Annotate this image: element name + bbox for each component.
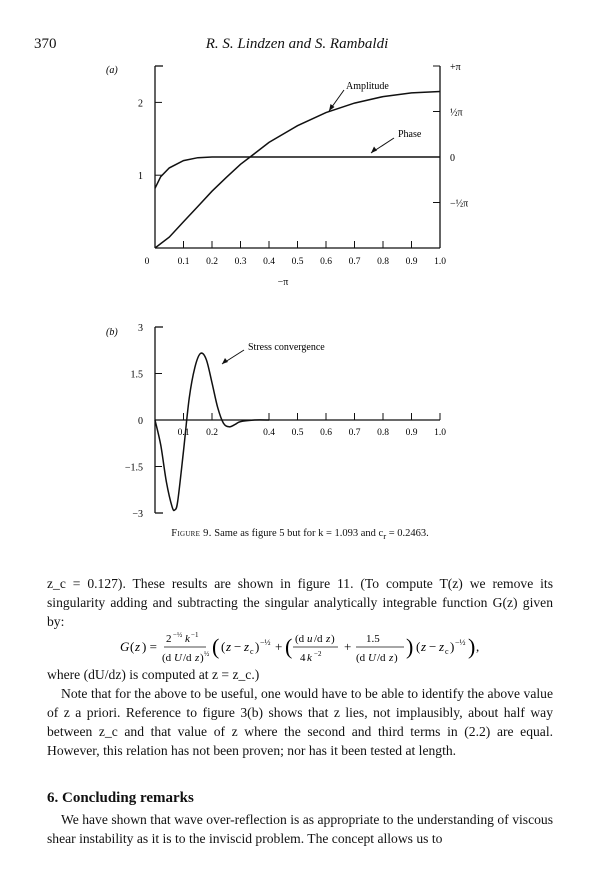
- running-head: R. S. Lindzen and S. Rambaldi: [205, 36, 389, 52]
- svg-text:−½: −½: [260, 638, 271, 647]
- phase-label: Phase: [398, 129, 422, 140]
- svg-text:U: U: [174, 652, 182, 664]
- caption-sub: r: [383, 531, 387, 542]
- x-tick-label: 0.4: [263, 428, 275, 438]
- caption-prefix: Figure 9.: [171, 528, 212, 539]
- x-tick-label: 0: [144, 257, 150, 267]
- svg-text:G: G: [120, 639, 130, 654]
- x-tick-label: 0.6: [320, 428, 332, 438]
- caption-text: Same as figure 5 but for k = 1.093 and c: [214, 528, 384, 539]
- y-tick-label: 0: [138, 416, 143, 427]
- x-tick-label: 0.2: [206, 428, 218, 438]
- paragraph-2: where (dU/dz) is computed at z = z_c.): [47, 667, 260, 682]
- svg-text:−: −: [234, 639, 242, 654]
- svg-text:1.5: 1.5: [366, 633, 380, 645]
- svg-text:(: (: [212, 634, 220, 659]
- svg-text:): ): [331, 633, 335, 645]
- svg-text:(: (: [285, 634, 293, 659]
- equation-g-of-z: [120, 626, 560, 668]
- x-tick-label: 0.9: [405, 257, 418, 267]
- x-tick-label: 0.9: [405, 428, 418, 438]
- svg-text:): ): [468, 634, 476, 659]
- svg-text:z: z: [439, 639, 445, 654]
- x-tick-label: 0.3: [234, 257, 247, 267]
- svg-text:−½: −½: [173, 631, 183, 639]
- stress-label: Stress convergence: [248, 342, 325, 353]
- x-tick-label: 1.0: [434, 257, 446, 267]
- svg-text:+: +: [344, 639, 352, 654]
- svg-text:k: k: [185, 633, 190, 645]
- svg-text:): ): [200, 652, 204, 664]
- svg-text:c: c: [250, 647, 254, 656]
- x-tick-label: 0.1: [177, 257, 190, 267]
- panel-a: [106, 62, 468, 288]
- svg-text:): ): [406, 634, 414, 659]
- svg-text:u: u: [307, 633, 313, 645]
- x-tick-label: 0.4: [263, 257, 275, 267]
- phase-curve: [155, 157, 440, 188]
- svg-text:4: 4: [300, 652, 306, 664]
- svg-text:z: z: [195, 652, 200, 664]
- x-tick-label: 0.2: [206, 257, 218, 267]
- svg-text:/d: /d: [183, 652, 192, 664]
- svg-text:): ): [255, 639, 260, 654]
- y-tick-label: −3: [132, 509, 143, 520]
- svg-text:2: 2: [166, 633, 172, 645]
- svg-text:c: c: [445, 647, 449, 656]
- y-right-tick-label: 0: [450, 153, 455, 164]
- svg-text:(: (: [416, 639, 421, 654]
- svg-text:(d: (d: [356, 652, 366, 664]
- svg-text:U: U: [368, 652, 376, 664]
- phase-arrowhead: [371, 147, 377, 154]
- paragraph-4: We have shown that wave over-reflection is as appropriate to the understanding of viscous shear instability as it is to the inviscid problem. The concept allows us to: [47, 812, 553, 846]
- x-tick-label: 0.5: [291, 257, 304, 267]
- svg-text:z: z: [389, 652, 394, 664]
- svg-text:(d: (d: [295, 633, 305, 645]
- y-tick-label: 1.5: [130, 369, 143, 381]
- x-tick-label: 0.5: [291, 428, 304, 438]
- svg-text:/d: /d: [377, 652, 386, 664]
- paragraph-3: Note that for the above to be useful, one would have to be able to identify the above value of z a priori. Reference to figure 3(b) shows that z lies, not implausibly, about half way between z_c and that value of z where the second and third terms in (2.2) are equal. However, this relation has not been proven; nor has it been tested at length.: [47, 686, 553, 758]
- svg-text:(d: (d: [162, 652, 172, 664]
- svg-text:−1: −1: [191, 631, 199, 639]
- svg-text:) =: ) =: [142, 639, 157, 654]
- svg-text:(: (: [130, 639, 135, 654]
- svg-text:+: +: [275, 639, 283, 654]
- x-tick-label: 1.0: [434, 428, 446, 438]
- x-tick-label: 0.6: [320, 257, 332, 267]
- svg-text:−: −: [429, 639, 437, 654]
- svg-text:k: k: [307, 652, 312, 664]
- panel-a-label: (a): [106, 65, 118, 76]
- amplitude-label: Amplitude: [346, 81, 389, 92]
- svg-text:−½: −½: [455, 638, 466, 647]
- y-right-tick-label: ½π: [450, 107, 463, 119]
- y-tick-label: −1.5: [124, 462, 143, 474]
- x-tick-label: 0.7: [348, 257, 361, 267]
- caption-tail: = 0.2463.: [386, 528, 429, 539]
- svg-text:,: ,: [476, 639, 480, 654]
- panel-b-label: (b): [106, 327, 118, 338]
- x-tick-label: 0.1: [177, 428, 190, 438]
- panel-b: [106, 323, 446, 520]
- svg-text:z: z: [421, 639, 427, 654]
- svg-text:−2: −2: [314, 650, 322, 658]
- paragraph-1: z_c = 0.127). These results are shown in figure 11. (To compute T(z) we remove its singularity adding and subtracting the singular analytically integrable function G(z) given by:: [47, 576, 553, 629]
- amplitude-curve: [155, 92, 440, 249]
- x-tick-label: 0.7: [348, 428, 361, 438]
- x-tick-label: 0.8: [377, 257, 389, 267]
- figure-caption: [0, 528, 600, 541]
- svg-text:(: (: [221, 639, 226, 654]
- x-tick-label: 0.8: [377, 428, 389, 438]
- svg-text:z: z: [244, 639, 250, 654]
- x-extra-label: −π: [277, 277, 289, 288]
- y-tick-label: 3: [138, 323, 143, 334]
- svg-text:z: z: [326, 633, 331, 645]
- svg-text:z: z: [226, 639, 232, 654]
- svg-text:/d: /d: [314, 633, 323, 645]
- y-left-tick-label: 2: [138, 98, 143, 110]
- svg-text:½: ½: [204, 650, 210, 658]
- svg-text:z: z: [135, 639, 141, 654]
- section-heading: 6. Concluding remarks: [47, 790, 194, 806]
- stress-arrowhead: [222, 358, 228, 364]
- svg-text:): ): [394, 652, 398, 664]
- y-left-tick-label: 1: [138, 171, 143, 183]
- page-number: 370: [34, 36, 57, 52]
- svg-text:): ): [450, 639, 455, 654]
- y-right-tick-label: +π: [450, 62, 461, 73]
- y-right-tick-label: −½π: [450, 198, 469, 210]
